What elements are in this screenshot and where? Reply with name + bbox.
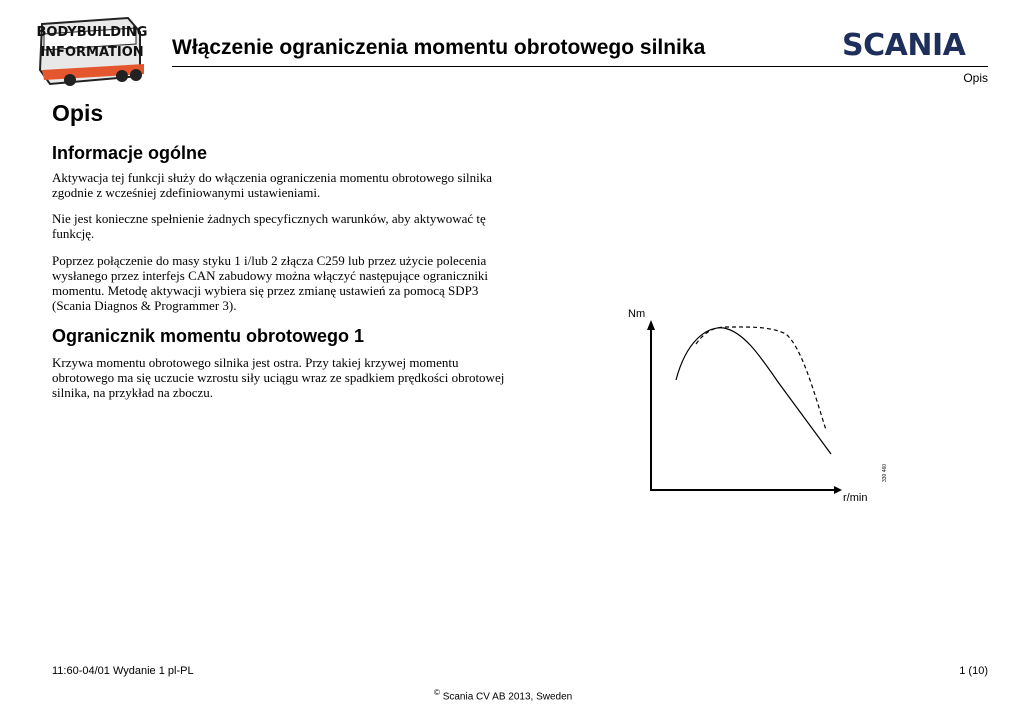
paragraph-1: Aktywacja tej funkcji służy do włączenia ograniczenia momentu obrotowego silnika zgodnie z wcześniej zdefiniowanymi ustawieniami. (52, 170, 493, 200)
bodybuilding-information-logo (36, 14, 160, 90)
section-tag: Opis (963, 71, 988, 85)
y-axis-label: Nm (628, 308, 646, 320)
svg-text:INFORMATION: INFORMATION (40, 45, 144, 60)
document-info: 11:60-04/01 Wydanie 1 pl-PL (52, 665, 194, 677)
paragraph-3: Poprzez połączenie do masy styku 1 i/lub 2 złącza C259 lub przez użycie polecenia wysłanego przez interfejs CAN zabudowy można włączyć następujące ograniczniki momentu. Metodę aktywacji wybiera się przez zmianę ustawień za pomocą SDP3 (Scania Diagnos & Programmer 3). (52, 253, 489, 313)
torque-curve-dashed (696, 327, 826, 430)
paragraph-4: Krzywa momentu obrotowego silnika jest ostra. Przy takiej krzywej momentu obrotowego ma się uczucie wzrostu siły uciągu wraz ze spadkiem prędkości obrotowej silnika, na przykład na zboczu. (52, 355, 505, 400)
copyright-text: Scania CV AB 2013, Sweden (442, 691, 573, 703)
subheading-torque-limiter: Ogranicznik momentu obrotowego 1 (52, 326, 365, 346)
header-rule (172, 66, 988, 67)
page-number: 1 (10) (959, 665, 988, 677)
subheading-general: Informacje ogólne (52, 143, 208, 163)
paragraph-2: Nie jest konieczne spełnienie żadnych specyficznych warunków, aby aktywować tę funkcję. (52, 211, 486, 241)
copyright (434, 688, 572, 702)
document-title: Włączenie ograniczenia momentu obrotowego silnika (172, 36, 706, 59)
x-axis-label: r/min (843, 492, 868, 504)
figure-id: 330 460 (882, 463, 888, 482)
y-axis-arrow (647, 320, 655, 330)
torque-curve-solid (676, 328, 831, 454)
x-axis-arrow (834, 486, 842, 494)
torque-curve-figure (620, 300, 890, 510)
copyright-symbol: © (434, 688, 440, 697)
section-heading: Opis (52, 100, 104, 126)
scania-logo: SCANIA (842, 28, 966, 63)
axes (651, 330, 838, 490)
svg-text:BODYBUILDING: BODYBUILDING (36, 25, 148, 40)
